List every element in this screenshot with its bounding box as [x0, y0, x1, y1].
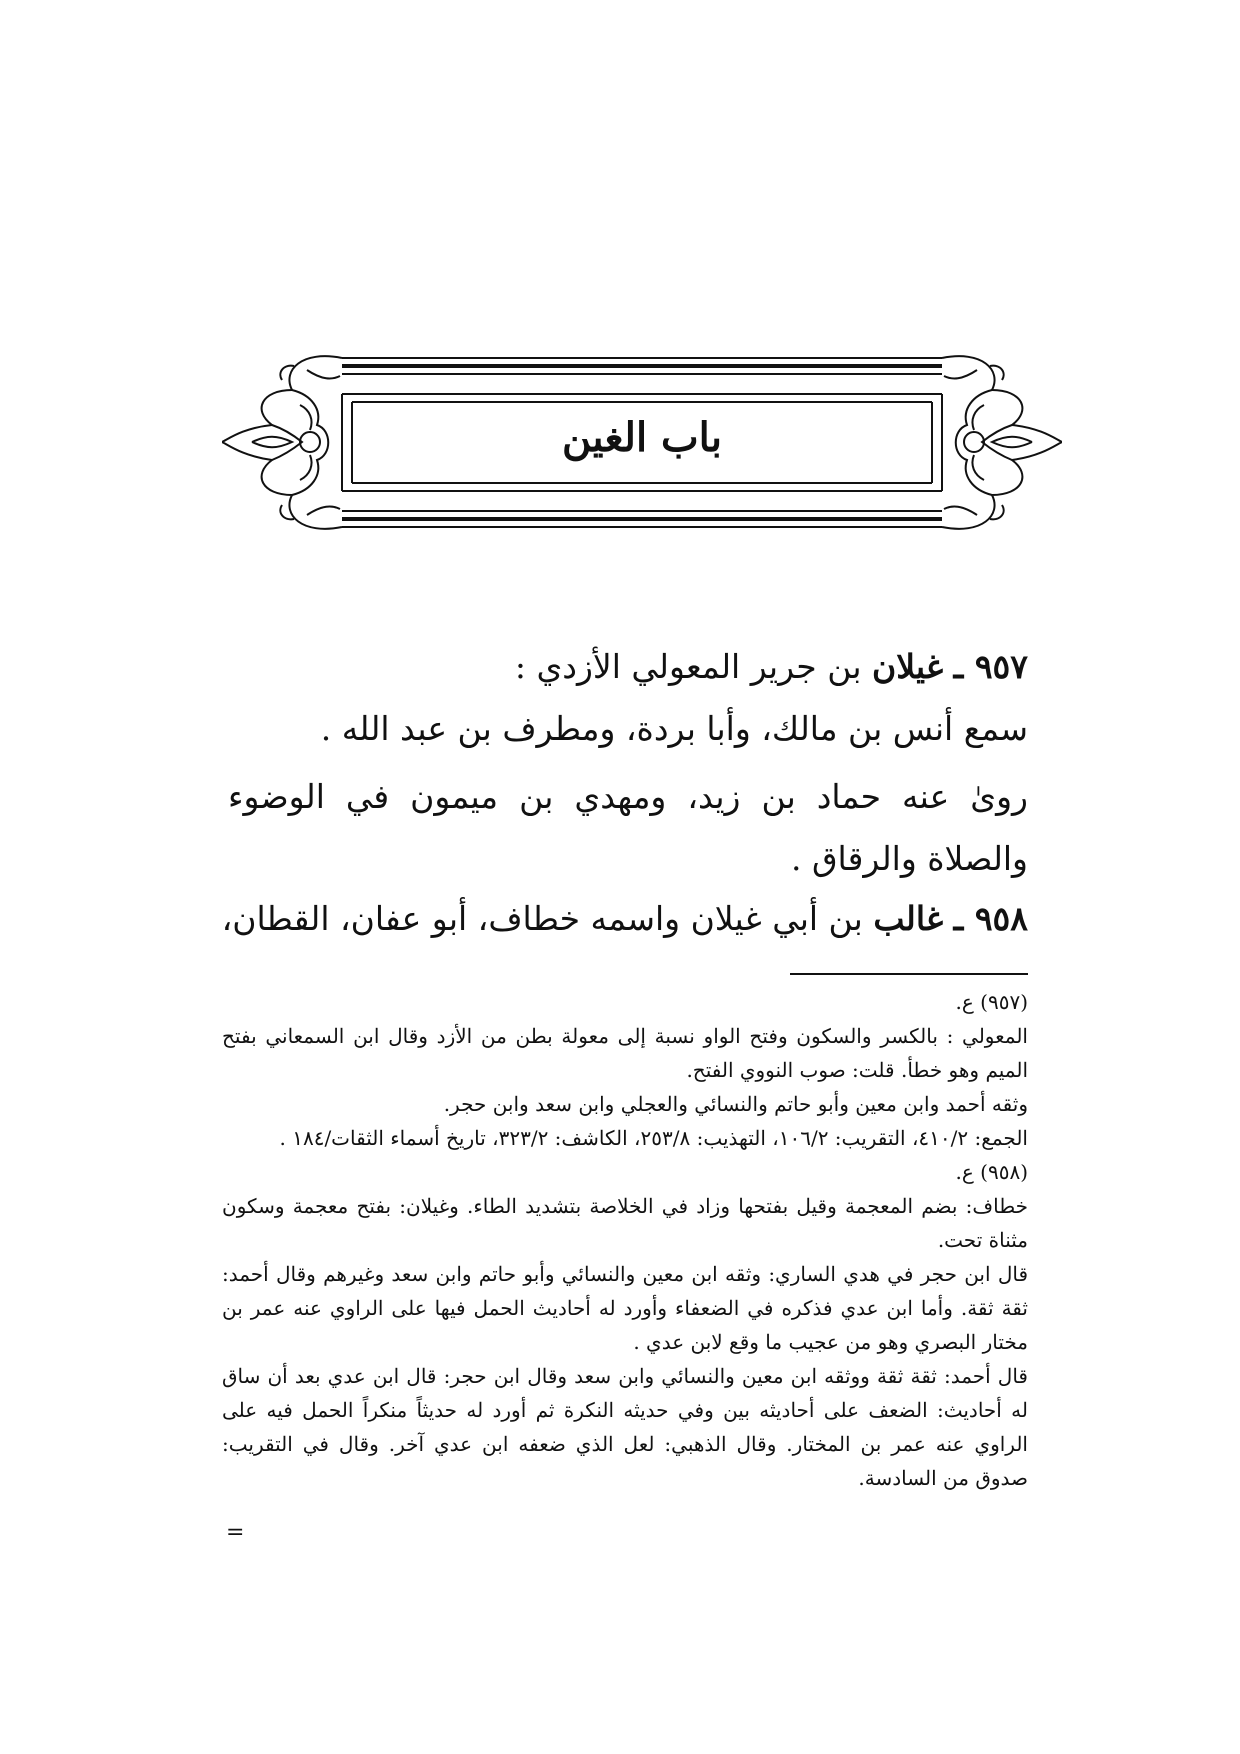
entry-text-line: سمع أنس بن مالك، وأبا بردة، ومطرف بن عبد الله .: [320, 709, 1028, 748]
footnote-separator: [790, 973, 1028, 975]
entry-heading-rest: بن جرير المعولي الأزدي :: [514, 647, 872, 686]
entry-name: غالب: [873, 899, 944, 938]
entry-name: غيلان: [872, 647, 944, 686]
chapter-banner: [222, 350, 1062, 535]
footnote-958: [222, 1155, 1028, 1495]
footnote-line: المعولي : بالكسر والسكون وفتح الواو نسبة إلى معولة بطن من الأزد وقال ابن السمعاني بفتح الميم وهو خطأ. قلت: صوب النووي الفتح.: [222, 1024, 1028, 1082]
entry-number: ٩٥٧ ـ: [953, 647, 1028, 686]
entry-number: ٩٥٨ ـ: [953, 899, 1028, 938]
entry-text-paragraph: روىٰ عنه حماد بن زيد، ومهدي بن ميمون في الوضوء والصلاة والرقاق .: [228, 777, 1028, 878]
footnote-line: خطاف: بضم المعجمة وقيل بفتحها وزاد في الخلاصة بتشديد الطاء. وغيلان: بفتح معجمة وسكون مثناة تحت.: [222, 1194, 1028, 1252]
entry-958: [221, 892, 1028, 946]
entry-heading: [228, 640, 1028, 694]
footnote-ref: (٩٥٨) ع.: [955, 1160, 1028, 1184]
chapter-title: باب الغين: [561, 414, 723, 461]
footnote-line: قال ابن حجر في هدي الساري: وثقه ابن معين والنسائي وأبو حاتم وابن سعد وغيرهم وقال أحمد: ثقة ثقة. وأما ابن عدي فذكره في الضعفاء وأورد له أحاديث الحمل فيها على الراوي عنه عمر بن مختار البصري وهو من عجيب ما وقع لابن عدي .: [222, 1262, 1028, 1354]
footnotes: [222, 985, 1028, 1495]
footnote-line: الجمع: ٤١٠/٢، التقريب: ١٠٦/٢، التهذيب: ٢٥٣/٨، الكاشف: ٣٢٣/٢، تاريخ أسماء الثقات/١٨٤ .: [279, 1126, 1028, 1150]
entry-heading: [221, 892, 1028, 946]
entry-957: [228, 640, 1028, 890]
footnote-line: قال أحمد: ثقة ثقة ووثقه ابن معين والنسائي وابن سعد وقال ابن حجر: قال ابن عدي بعد أن ساق له أحاديث: الضعف على أحاديثه بين وفي حديثه النكرة ثم أورد له حديثاً منكراً الحمل فيه على الراوي عنه عمر بن المختار. وقال الذهبي: لعل الذي ضعفه ابن عدي آخر. وقال في التقريب: صدوق من السادسة.: [222, 1364, 1028, 1490]
footnote-957: [222, 985, 1028, 1155]
continuation-mark: =: [226, 1520, 245, 1545]
footnote-ref: (٩٥٧) ع.: [955, 990, 1028, 1014]
footnote-line: وثقه أحمد وابن معين وأبو حاتم والنسائي والعجلي وابن سعد وابن حجر.: [443, 1092, 1028, 1116]
entry-heading-rest: بن أبي غيلان واسمه خطاف، أبو عفان، القطان،: [221, 899, 874, 938]
